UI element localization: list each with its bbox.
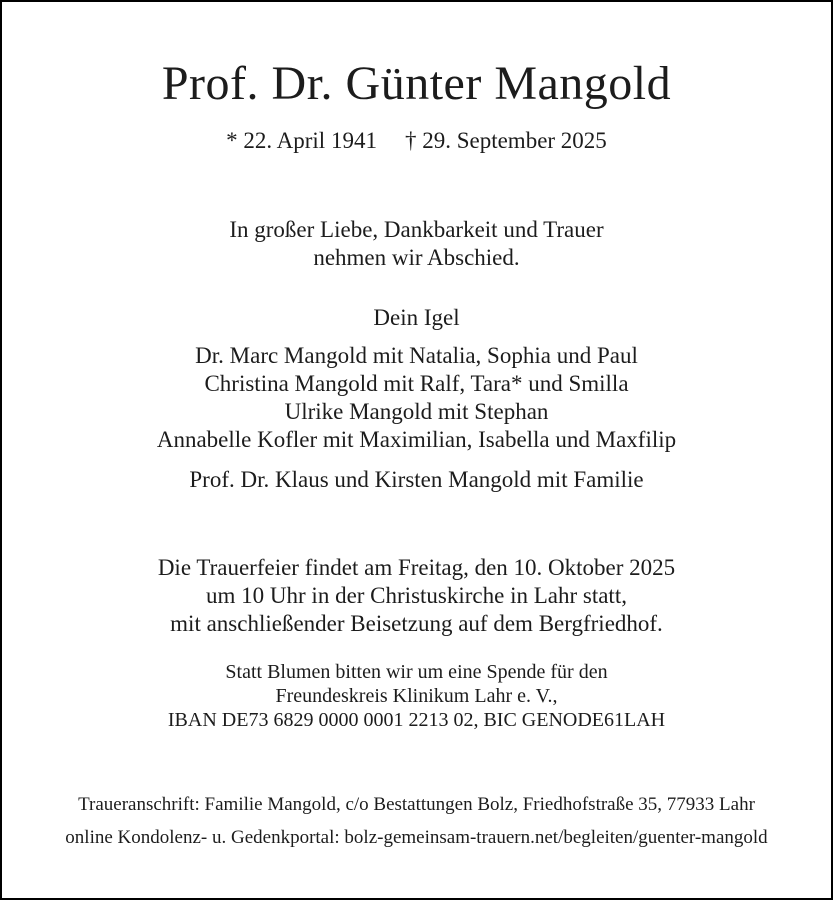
service-line-2: um 10 Uhr in der Christuskirche in Lahr statt,: [206, 583, 627, 608]
life-dates: [2, 126, 831, 156]
service-line-3: mit anschließender Beisetzung auf dem Bergfriedhof.: [170, 611, 663, 636]
intro-line-2: nehmen wir Abschied.: [313, 245, 520, 270]
family-line: Christina Mangold mit Ralf, Tara* und Smilla: [204, 371, 629, 396]
service-line-1: Die Trauerfeier findet am Freitag, den 10. Oktober 2025: [157, 555, 676, 580]
family-line: Dr. Marc Mangold mit Natalia, Sophia und Paul: [195, 343, 638, 368]
family-list: [2, 342, 831, 454]
family-line: Ulrike Mangold mit Stephan: [284, 399, 549, 424]
birth-date: * 22. April 1941: [226, 128, 377, 153]
intro-line-1: In großer Liebe, Dankbarkeit und Trauer: [229, 217, 604, 242]
donation-iban-line: IBAN DE73 6829 0000 0001 2213 02, BIC GENODE61LAH: [167, 709, 666, 731]
service-paragraph: [2, 554, 831, 638]
dedication-line: Dein Igel: [373, 305, 460, 330]
donation-paragraph: [2, 660, 831, 732]
family-line: Annabelle Kofler mit Maximilian, Isabella und Maxfilip: [156, 427, 677, 452]
mourning-address-line: Traueranschrift: Familie Mangold, c/o Bestattungen Bolz, Friedhofstraße 35, 77933 Lahr: [78, 794, 755, 815]
condolence-portal-line: online Kondolenz- u. Gedenkportal: bolz-gemeinsam-trauern.net/begleiten/guenter-mangold: [65, 827, 768, 848]
donation-line-1: Statt Blumen bitten wir um eine Spende für den: [225, 661, 608, 683]
footer-contact: [2, 788, 831, 854]
donation-line-2: Freundeskreis Klinikum Lahr e. V.,: [275, 685, 558, 707]
family-extra-line: Prof. Dr. Klaus und Kirsten Mangold mit Familie: [189, 467, 644, 492]
intro-paragraph: [2, 216, 831, 272]
deceased-name-title: Prof. Dr. Günter Mangold: [161, 57, 672, 110]
death-date: † 29. September 2025: [404, 128, 607, 153]
